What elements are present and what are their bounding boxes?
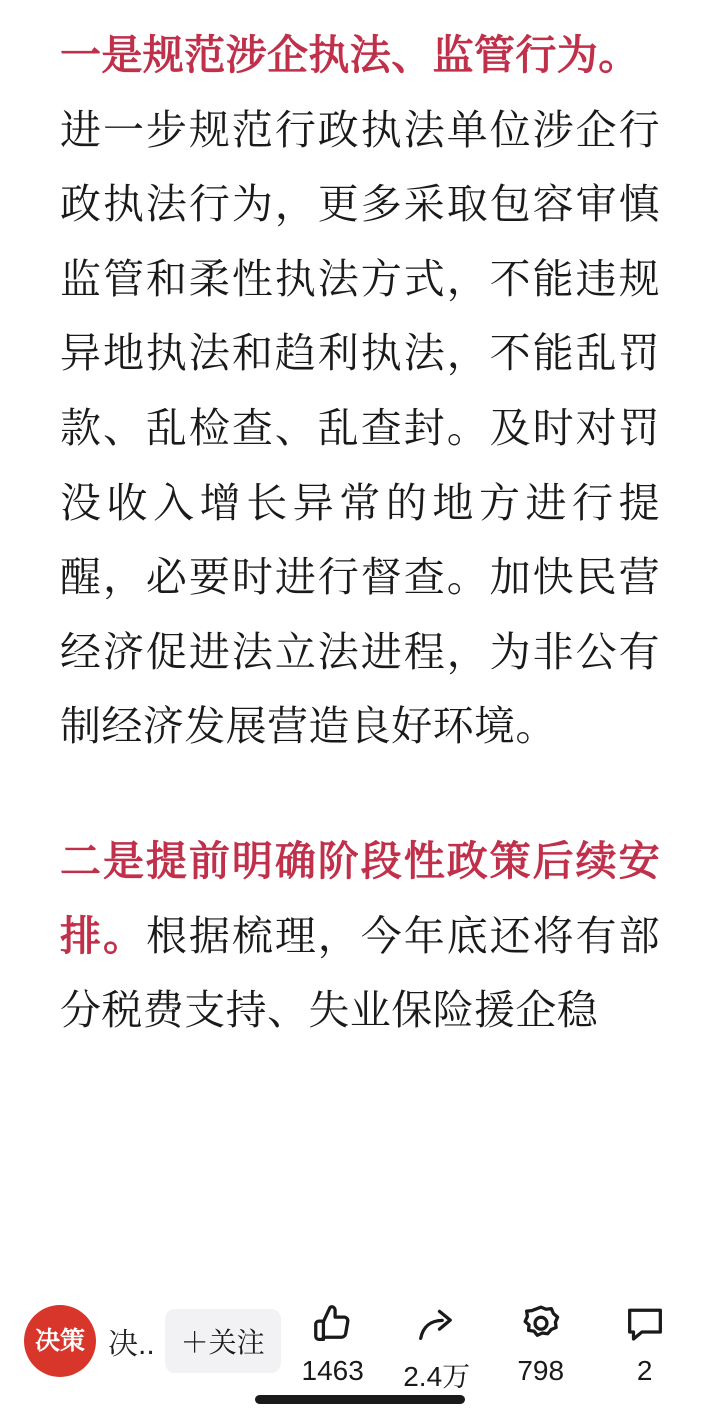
thumbs-up-icon xyxy=(310,1299,356,1349)
bottom-fade xyxy=(0,1213,720,1283)
share-count: 2.4万 xyxy=(403,1361,471,1392)
share-button[interactable] xyxy=(385,1299,489,1395)
reward-count: 798 xyxy=(517,1355,565,1386)
follow-button[interactable]: ＋关注 xyxy=(165,1309,281,1373)
comment-button[interactable] xyxy=(593,1299,697,1387)
avatar[interactable] xyxy=(24,1305,96,1377)
paragraph-3-text: 根据梳理，今年底还将有部分税费支持、失业保险援企稳 xyxy=(60,912,660,1034)
paragraph-2 xyxy=(60,93,660,764)
author-block[interactable] xyxy=(24,1305,281,1377)
paragraph-1-highlight: 一是规范涉企执法、监管行为。 xyxy=(60,32,640,78)
paragraph-2-text: 进一步规范行政执法单位涉企行政执法行为，更多采取包容审慎监管和柔性执法方式，不能违规异地执法和趋利执法，不能乱罚款、乱检查、乱查封。及时对罚没收入增长异常的地方进行提醒，必要时进行督查。加快民营经济促进法立法进程，为非公有制经济发展营造良好环境。 xyxy=(60,106,660,750)
share-icon xyxy=(414,1299,460,1349)
reward-button[interactable] xyxy=(489,1299,593,1387)
like-button[interactable] xyxy=(281,1299,385,1387)
avatar-label: 决策 xyxy=(34,1326,85,1355)
comment-icon xyxy=(622,1299,668,1349)
author-name[interactable]: 决.. xyxy=(108,1328,155,1361)
home-indicator[interactable] xyxy=(255,1395,465,1404)
paragraph-3 xyxy=(60,824,660,1048)
like-count: 1463 xyxy=(301,1355,364,1386)
coin-icon xyxy=(518,1299,564,1349)
paragraph-1 xyxy=(60,18,660,93)
stats-group xyxy=(281,1299,697,1395)
comment-count: 2 xyxy=(636,1355,653,1386)
paragraph-3-highlight: 二是提前明确阶段性政策后续安排。 xyxy=(60,838,660,959)
